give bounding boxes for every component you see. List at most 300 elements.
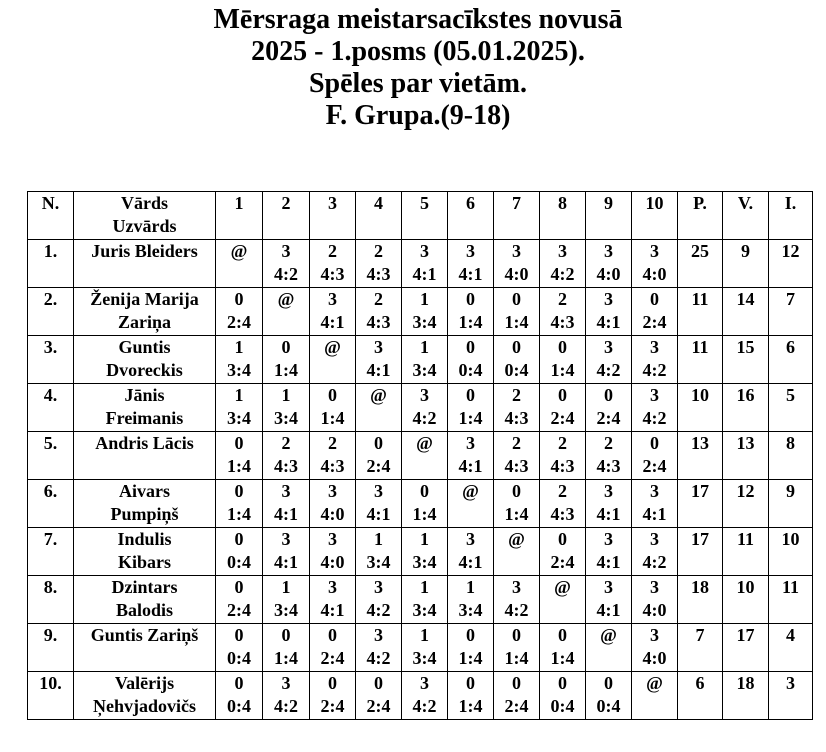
header-number: N. [28, 192, 74, 240]
header-col-6: 6 [448, 192, 494, 240]
match-points: 3 [281, 529, 291, 549]
match-points: 0 [328, 385, 337, 405]
table-row [28, 576, 813, 624]
player-name [74, 528, 216, 576]
score-cell [356, 624, 402, 672]
match-score: 1:4 [550, 360, 575, 380]
match-points: 2 [512, 433, 521, 453]
score-cell [356, 384, 402, 432]
score-cell [540, 480, 586, 528]
table-body [28, 192, 813, 720]
match-score: 2:4 [642, 456, 667, 476]
score-cell [632, 480, 678, 528]
table-row [28, 240, 813, 288]
score-cell [448, 384, 494, 432]
match-points: 3 [558, 241, 567, 261]
score-cell [494, 576, 540, 624]
match-score: 1:4 [504, 312, 529, 332]
score-cell [586, 576, 632, 624]
match-points: 0 [234, 289, 244, 309]
match-score: 1:4 [504, 648, 529, 668]
match-points: 1 [374, 529, 383, 549]
match-score: 4:2 [596, 360, 621, 380]
points-cell: 6 [678, 672, 723, 720]
match-points: 3 [466, 433, 475, 453]
match-points: 3 [328, 481, 337, 501]
score-cell [402, 240, 448, 288]
match-score: 1:4 [458, 312, 483, 332]
title-line-4: F. Grupa.(9-18) [325, 100, 511, 131]
wins-cell: 14 [723, 288, 769, 336]
self-match-marker: @ [416, 433, 433, 453]
match-score: 3:4 [412, 360, 437, 380]
self-match-marker: @ [554, 577, 571, 597]
score-cell [402, 384, 448, 432]
results-table [27, 191, 813, 720]
score-cell [540, 624, 586, 672]
header-col-4: 4 [356, 192, 402, 240]
match-points: 1 [234, 337, 244, 357]
table-row [28, 480, 813, 528]
match-points: 0 [374, 433, 383, 453]
score-cell [540, 336, 586, 384]
self-match-marker: @ [230, 241, 248, 261]
match-score: 2:4 [550, 552, 575, 572]
score-cell [540, 576, 586, 624]
header-place: I. [769, 192, 813, 240]
score-cell [632, 384, 678, 432]
place-cell: 10 [769, 528, 813, 576]
match-score: 4:1 [596, 600, 621, 620]
player-name [74, 240, 216, 288]
match-points: 0 [558, 337, 567, 357]
match-points: 0 [466, 385, 475, 405]
match-score: 0:4 [227, 648, 251, 668]
self-match-marker: @ [370, 385, 387, 405]
match-points: 3 [604, 481, 613, 501]
match-score: 2:4 [227, 600, 251, 620]
score-cell [216, 384, 263, 432]
player-first-line: Valērijs [114, 673, 175, 693]
match-score: 3:4 [274, 600, 298, 620]
match-score: 4:1 [596, 504, 621, 524]
match-points: 3 [374, 577, 383, 597]
match-points: 0 [466, 673, 475, 693]
match-score: 2:4 [320, 648, 345, 668]
self-match-marker: @ [646, 673, 663, 693]
points-cell: 25 [678, 240, 723, 288]
match-score: 4:0 [642, 648, 667, 668]
match-score: 4:1 [366, 504, 391, 524]
match-points: 3 [604, 337, 613, 357]
match-points: 3 [374, 337, 383, 357]
self-match-marker: @ [600, 625, 617, 645]
match-points: 2 [374, 241, 383, 261]
match-score: 4:3 [320, 264, 345, 284]
match-score: 0:4 [504, 360, 529, 380]
score-cell [310, 528, 356, 576]
match-points: 3 [604, 289, 613, 309]
player-second-line: Kibars [117, 552, 171, 572]
player-second-line: Dvoreckis [106, 360, 183, 380]
match-points: 0 [234, 673, 244, 693]
match-points: 1 [281, 577, 291, 597]
match-score: 3:4 [227, 360, 251, 380]
match-points: 0 [234, 529, 244, 549]
score-cell [494, 432, 540, 480]
wins-cell: 15 [723, 336, 769, 384]
score-cell [310, 336, 356, 384]
header-col-5: 5 [402, 192, 448, 240]
match-score: 4:3 [504, 456, 529, 476]
match-score: 1:4 [320, 408, 345, 428]
place-cell: 9 [769, 480, 813, 528]
score-cell [494, 672, 540, 720]
score-cell [494, 240, 540, 288]
score-cell [448, 432, 494, 480]
score-cell [632, 432, 678, 480]
player-name [74, 480, 216, 528]
score-cell [632, 288, 678, 336]
match-score: 2:4 [366, 696, 391, 716]
score-cell [216, 528, 263, 576]
score-cell [586, 384, 632, 432]
score-cell [402, 336, 448, 384]
points-cell: 18 [678, 576, 723, 624]
match-score: 1:4 [458, 408, 483, 428]
match-score: 4:2 [366, 648, 391, 668]
match-points: 3 [466, 241, 475, 261]
wins-cell: 16 [723, 384, 769, 432]
match-score: 4:2 [642, 360, 667, 380]
row-number: 8. [28, 576, 74, 624]
match-score: 3:4 [412, 552, 437, 572]
match-points: 0 [234, 481, 244, 501]
match-score: 4:2 [412, 408, 437, 428]
match-points: 3 [466, 529, 475, 549]
score-cell [263, 576, 310, 624]
match-score: 3:4 [227, 408, 251, 428]
match-points: 0 [512, 481, 521, 501]
header-col-2: 2 [263, 192, 310, 240]
player-name [74, 432, 216, 480]
score-cell [402, 528, 448, 576]
wins-cell: 12 [723, 480, 769, 528]
score-cell [402, 576, 448, 624]
wins-cell: 10 [723, 576, 769, 624]
match-score: 1:4 [274, 648, 298, 668]
place-cell: 6 [769, 336, 813, 384]
score-cell [586, 480, 632, 528]
row-number: 6. [28, 480, 74, 528]
match-score: 4:1 [274, 552, 298, 572]
match-points: 2 [328, 433, 337, 453]
match-points: 0 [234, 625, 244, 645]
match-score: 1:4 [274, 360, 298, 380]
match-score: 1:4 [458, 648, 483, 668]
table-row [28, 672, 813, 720]
points-cell: 7 [678, 624, 723, 672]
score-cell [216, 288, 263, 336]
score-cell [494, 384, 540, 432]
match-points: 0 [558, 625, 567, 645]
score-cell [632, 528, 678, 576]
player-first-line: Aivars [119, 481, 170, 501]
player-first-line: Guntis Zariņš [90, 625, 199, 645]
match-score: 4:3 [504, 408, 529, 428]
header-col-7: 7 [494, 192, 540, 240]
table-row [28, 528, 813, 576]
match-score: 4:2 [366, 600, 391, 620]
match-score: 4:3 [550, 312, 575, 332]
score-cell [448, 528, 494, 576]
player-second-line: Ņehvjadovičs [93, 696, 196, 716]
match-score: 4:3 [274, 456, 298, 476]
points-cell: 17 [678, 528, 723, 576]
match-score: 1:4 [227, 504, 251, 524]
score-cell [494, 480, 540, 528]
match-points: 0 [466, 625, 475, 645]
match-score: 0:4 [227, 552, 251, 572]
table-row [28, 288, 813, 336]
score-cell [263, 480, 310, 528]
match-score: 4:2 [274, 264, 298, 284]
score-cell [586, 432, 632, 480]
table-row [28, 624, 813, 672]
match-score: 3:4 [458, 600, 483, 620]
match-points: 0 [466, 289, 475, 309]
place-cell: 3 [769, 672, 813, 720]
place-cell: 11 [769, 576, 813, 624]
score-cell [310, 240, 356, 288]
match-points: 0 [234, 433, 244, 453]
score-cell [632, 576, 678, 624]
match-score: 4:2 [642, 408, 667, 428]
match-points: 1 [420, 625, 429, 645]
match-points: 3 [650, 385, 659, 405]
match-score: 2:4 [320, 696, 345, 716]
score-cell [263, 240, 310, 288]
match-score: 4:1 [596, 312, 621, 332]
wins-cell: 9 [723, 240, 769, 288]
match-score: 4:0 [320, 504, 345, 524]
score-cell [540, 288, 586, 336]
match-points: 2 [558, 433, 567, 453]
score-cell [216, 480, 263, 528]
match-score: 0:4 [550, 696, 575, 716]
match-points: 3 [650, 241, 659, 261]
score-cell [402, 432, 448, 480]
score-cell [310, 576, 356, 624]
match-points: 0 [558, 385, 567, 405]
score-cell [216, 240, 263, 288]
player-first-line: Andris Lācis [95, 433, 194, 453]
header-name-last: Uzvārds [112, 216, 177, 236]
match-score: 2:4 [642, 312, 667, 332]
score-cell [310, 480, 356, 528]
player-second-line: Pumpiņš [110, 504, 179, 524]
match-score: 4:1 [458, 552, 483, 572]
row-number: 7. [28, 528, 74, 576]
match-points: 3 [604, 241, 613, 261]
self-match-marker: @ [277, 289, 295, 309]
score-cell [263, 288, 310, 336]
match-points: 3 [420, 385, 429, 405]
score-cell [356, 432, 402, 480]
match-points: 0 [234, 577, 244, 597]
wins-cell: 13 [723, 432, 769, 480]
match-score: 4:1 [458, 456, 483, 476]
header-name-first: Vārds [120, 193, 168, 213]
points-cell: 11 [678, 336, 723, 384]
place-cell: 7 [769, 288, 813, 336]
match-points: 3 [420, 241, 429, 261]
points-cell: 13 [678, 432, 723, 480]
score-cell [216, 672, 263, 720]
match-points: 0 [328, 625, 337, 645]
match-points: 1 [281, 385, 291, 405]
points-cell: 10 [678, 384, 723, 432]
score-cell [632, 240, 678, 288]
score-cell [540, 240, 586, 288]
title-line-1: Mērsraga meistarsacīkstes novusā [213, 4, 623, 35]
title-line-2: 2025 - 1.posms (05.01.2025). [251, 36, 585, 67]
place-cell: 4 [769, 624, 813, 672]
match-score: 4:1 [596, 552, 621, 572]
score-cell [448, 624, 494, 672]
score-cell [356, 528, 402, 576]
match-points: 1 [420, 577, 429, 597]
place-cell: 8 [769, 432, 813, 480]
match-score: 1:4 [412, 504, 437, 524]
match-score: 4:1 [274, 504, 298, 524]
score-cell [263, 336, 310, 384]
score-cell [356, 672, 402, 720]
match-points: 0 [604, 673, 613, 693]
match-points: 0 [420, 481, 429, 501]
score-cell [263, 528, 310, 576]
player-name [74, 672, 216, 720]
match-points: 3 [650, 529, 659, 549]
header-col-3: 3 [310, 192, 356, 240]
score-cell [632, 624, 678, 672]
wins-cell: 11 [723, 528, 769, 576]
player-first-line: Indulis [117, 529, 172, 549]
table-row [28, 432, 813, 480]
match-points: 0 [512, 289, 521, 309]
score-cell [263, 432, 310, 480]
match-points: 3 [604, 577, 613, 597]
match-score: 2:4 [504, 696, 529, 716]
score-cell [263, 672, 310, 720]
score-cell [310, 672, 356, 720]
score-cell [448, 288, 494, 336]
match-score: 4:1 [320, 312, 345, 332]
score-cell [310, 624, 356, 672]
match-points: 1 [420, 337, 429, 357]
match-points: 0 [650, 433, 659, 453]
match-score: 4:1 [642, 504, 667, 524]
player-name [74, 288, 216, 336]
match-points: 3 [650, 337, 659, 357]
header-wins: V. [723, 192, 769, 240]
match-points: 3 [512, 577, 521, 597]
match-points: 2 [558, 289, 567, 309]
match-score: 3:4 [412, 600, 437, 620]
match-points: 3 [512, 241, 521, 261]
score-cell [586, 672, 632, 720]
match-points: 3 [374, 625, 383, 645]
score-cell [586, 288, 632, 336]
match-score: 2:4 [366, 456, 391, 476]
match-score: 2:4 [550, 408, 575, 428]
match-points: 3 [604, 529, 613, 549]
match-points: 0 [466, 337, 475, 357]
match-score: 0:4 [596, 696, 621, 716]
match-points: 3 [281, 673, 291, 693]
score-cell [356, 288, 402, 336]
match-points: 2 [374, 289, 383, 309]
match-score: 3:4 [274, 408, 298, 428]
score-cell [540, 528, 586, 576]
score-cell [216, 432, 263, 480]
match-score: 4:0 [596, 264, 621, 284]
match-points: 1 [466, 577, 475, 597]
score-cell [494, 624, 540, 672]
match-score: 4:2 [642, 552, 667, 572]
place-cell: 12 [769, 240, 813, 288]
score-cell [632, 672, 678, 720]
points-cell: 11 [678, 288, 723, 336]
score-cell [310, 432, 356, 480]
match-score: 4:0 [320, 552, 345, 572]
score-cell [540, 384, 586, 432]
match-score: 1:4 [227, 456, 251, 476]
match-score: 4:3 [550, 504, 575, 524]
match-points: 3 [650, 481, 659, 501]
row-number: 1. [28, 240, 74, 288]
match-points: 0 [512, 337, 521, 357]
match-score: 4:0 [642, 264, 667, 284]
match-score: 4:1 [320, 600, 345, 620]
self-match-marker: @ [462, 481, 479, 501]
score-cell [448, 336, 494, 384]
match-score: 4:3 [366, 312, 391, 332]
match-points: 0 [650, 289, 659, 309]
match-score: 4:3 [366, 264, 391, 284]
score-cell [586, 336, 632, 384]
score-cell [448, 576, 494, 624]
points-cell: 17 [678, 480, 723, 528]
header-points: P. [678, 192, 723, 240]
score-cell [448, 672, 494, 720]
score-cell [448, 480, 494, 528]
match-points: 0 [281, 625, 291, 645]
score-cell [356, 336, 402, 384]
match-score: 4:1 [366, 360, 391, 380]
row-number: 2. [28, 288, 74, 336]
match-score: 4:0 [642, 600, 667, 620]
match-score: 4:3 [596, 456, 621, 476]
score-cell [310, 384, 356, 432]
player-name [74, 384, 216, 432]
score-cell [540, 432, 586, 480]
match-score: 3:4 [366, 552, 391, 572]
match-score: 4:2 [274, 696, 298, 716]
score-cell [402, 672, 448, 720]
match-score: 4:1 [458, 264, 483, 284]
match-points: 3 [420, 673, 429, 693]
